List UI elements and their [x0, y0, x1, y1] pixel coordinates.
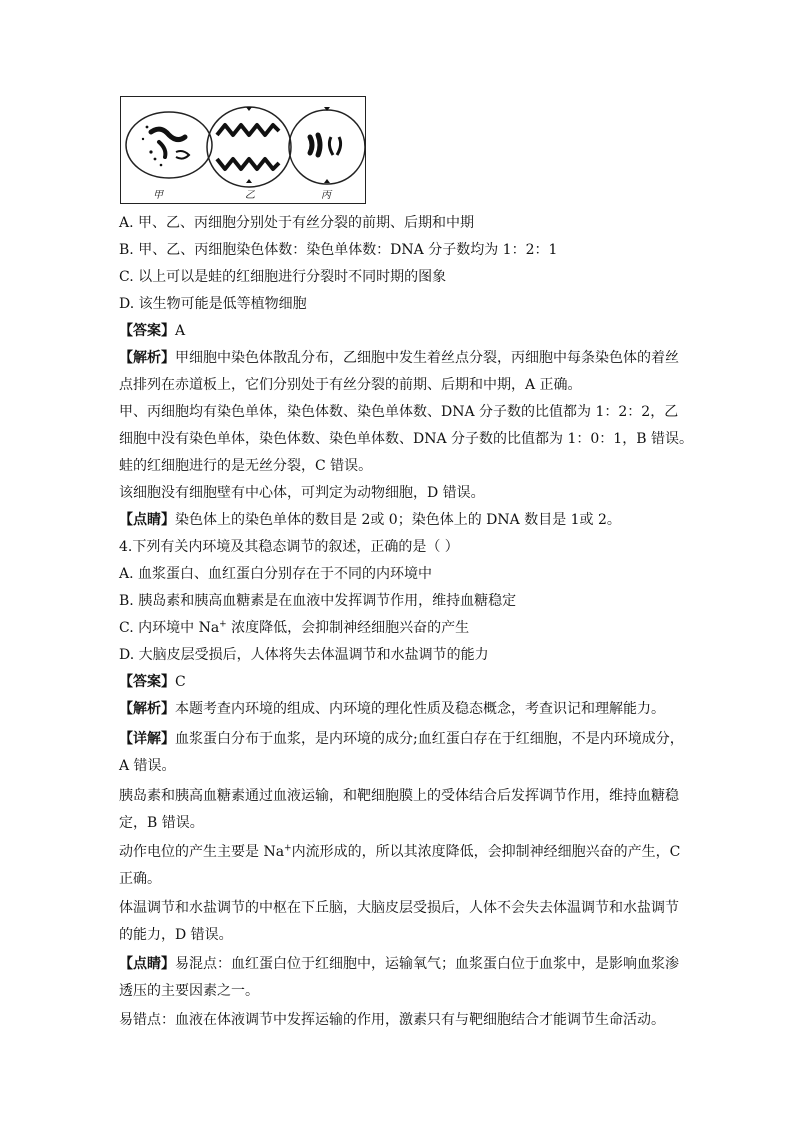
answer-value: A [175, 323, 186, 339]
option-c-sup: + [219, 619, 227, 630]
figure-label-bing: 丙 [321, 190, 331, 201]
q4-analysis-line [119, 700, 679, 719]
option-c-text-post: 浓度降低，会抑制神经细胞兴奋的产生 [226, 620, 470, 636]
cell-bing [289, 107, 365, 184]
q4-detail-line-6: 正确。 [119, 871, 161, 887]
answer-value: C [175, 674, 186, 690]
q3-option-d: D. 该生物可能是低等植物细胞 [119, 296, 307, 312]
q3-option-b: B. 甲、乙、丙细胞染色体数：染色单体数：DNA 分子数均为 1：2：1 [119, 242, 558, 258]
q3-tip-line [119, 511, 679, 530]
q4-detail-line-4: 定，B 错误。 [119, 815, 204, 831]
q4-option-b: B. 胰岛素和胰高血糖素是在血液中发挥调节作用，维持血糖稳定 [119, 593, 517, 609]
detail-5-post: 内流形成的，所以其浓度降低，会抑制神经细胞兴奋的产生，C [291, 844, 681, 860]
q4-detail-line-2: A 错误。 [119, 758, 176, 774]
q4-answer-line [119, 673, 679, 692]
q4-detail-line-1 [119, 730, 684, 749]
q4-detail-line-5 [119, 843, 679, 862]
q4-option-a: A. 血浆蛋白、血红蛋白分别存在于不同的内环境中 [119, 566, 433, 582]
q3-analysis-line-3: 甲、丙细胞均有染色单体，染色体数、染色单体数、DNA 分子数的比值都为 1：2：2，乙 [119, 404, 679, 420]
analysis-text: 本题考查内环境的组成、内环境的理化性质及稳态概念，考查识记和理解能力。 [175, 701, 665, 717]
q3-analysis-line-4: 细胞中没有染色单体，染色体数、染色单体数、DNA 分子数的比值都为 1：0：1，B 错误。 [119, 431, 693, 447]
q3-option-c: C. 以上可以是蛙的红细胞进行分裂时不同时期的图象 [119, 269, 447, 285]
tip-tag: 【点睛】 [119, 512, 175, 528]
q4-option-d: D. 大脑皮层受损后，人体将失去体温调节和水盐调节的能力 [119, 647, 489, 663]
q4-detail-line-7: 体温调节和水盐调节的中枢在下丘脑，大脑皮层受损后，人体不会失去体温调节和水盐调节 [119, 900, 679, 916]
detail-5-pre: 动作电位的产生主要是 Na [119, 844, 285, 860]
figure-label-yi: 乙 [245, 190, 255, 201]
answer-tag: 【答案】 [119, 323, 175, 339]
analysis-tag: 【解析】 [119, 701, 175, 717]
q3-option-a: A. 甲、乙、丙细胞分别处于有丝分裂的前期、后期和中期 [119, 215, 475, 231]
q4-tip-line-2: 透压的主要因素之一。 [119, 983, 259, 999]
tip-text: 易混点：血红蛋白位于红细胞中，运输氧气；血浆蛋白位于血浆中，是影响血浆渗 [175, 956, 679, 972]
q4-option-c [119, 619, 679, 638]
q4-detail-line-8: 的能力，D 错误。 [119, 927, 233, 943]
answer-tag: 【答案】 [119, 674, 175, 690]
detail-text: 血浆蛋白分布于血浆，是内环境的成分;血红蛋白存在于红细胞，不是内环境成分， [175, 731, 684, 747]
tip-tag: 【点睛】 [119, 956, 175, 972]
q3-analysis-line-2: 点排列在赤道板上，它们分别处于有丝分裂的前期、后期和中期，A 正确。 [119, 377, 582, 393]
q4-question: 4.下列有关内环境及其稳态调节的叙述，正确的是（ ） [119, 539, 459, 555]
analysis-text: 甲细胞中染色体散乱分布，乙细胞中发生着丝点分裂，丙细胞中每条染色体的着丝 [175, 350, 679, 366]
detail-tag: 【详解】 [119, 731, 175, 747]
figure-label-jia: 甲 [153, 190, 163, 201]
q3-analysis-line-6: 该细胞没有细胞壁有中心体，可判定为动物细胞，D 错误。 [119, 485, 485, 501]
cell-yi [207, 107, 291, 187]
analysis-tag: 【解析】 [119, 350, 175, 366]
detail-5-sup: + [284, 843, 292, 854]
tip-text: 染色体上的染色单体的数目是 2或 0；染色体上的 DNA 数目是 1或 2。 [175, 512, 621, 528]
q3-analysis-line-5: 蛙的红细胞进行的是无丝分裂，C 错误。 [119, 458, 373, 474]
q3-analysis-line-1 [119, 349, 679, 368]
q3-answer-line [119, 322, 679, 341]
q4-tip-line-1 [119, 955, 679, 974]
option-c-text-pre: C. 内环境中 Na [119, 620, 220, 636]
cell-jia [126, 112, 212, 178]
cell-division-figure [120, 96, 366, 204]
q4-tip-line-3: 易错点：血液在体液调节中发挥运输的作用，激素只有与靶细胞结合才能调节生命活动。 [119, 1012, 665, 1028]
q4-detail-line-3: 胰岛素和胰高血糖素通过血液运输，和靶细胞膜上的受体结合后发挥调节作用，维持血糖稳 [119, 788, 679, 804]
